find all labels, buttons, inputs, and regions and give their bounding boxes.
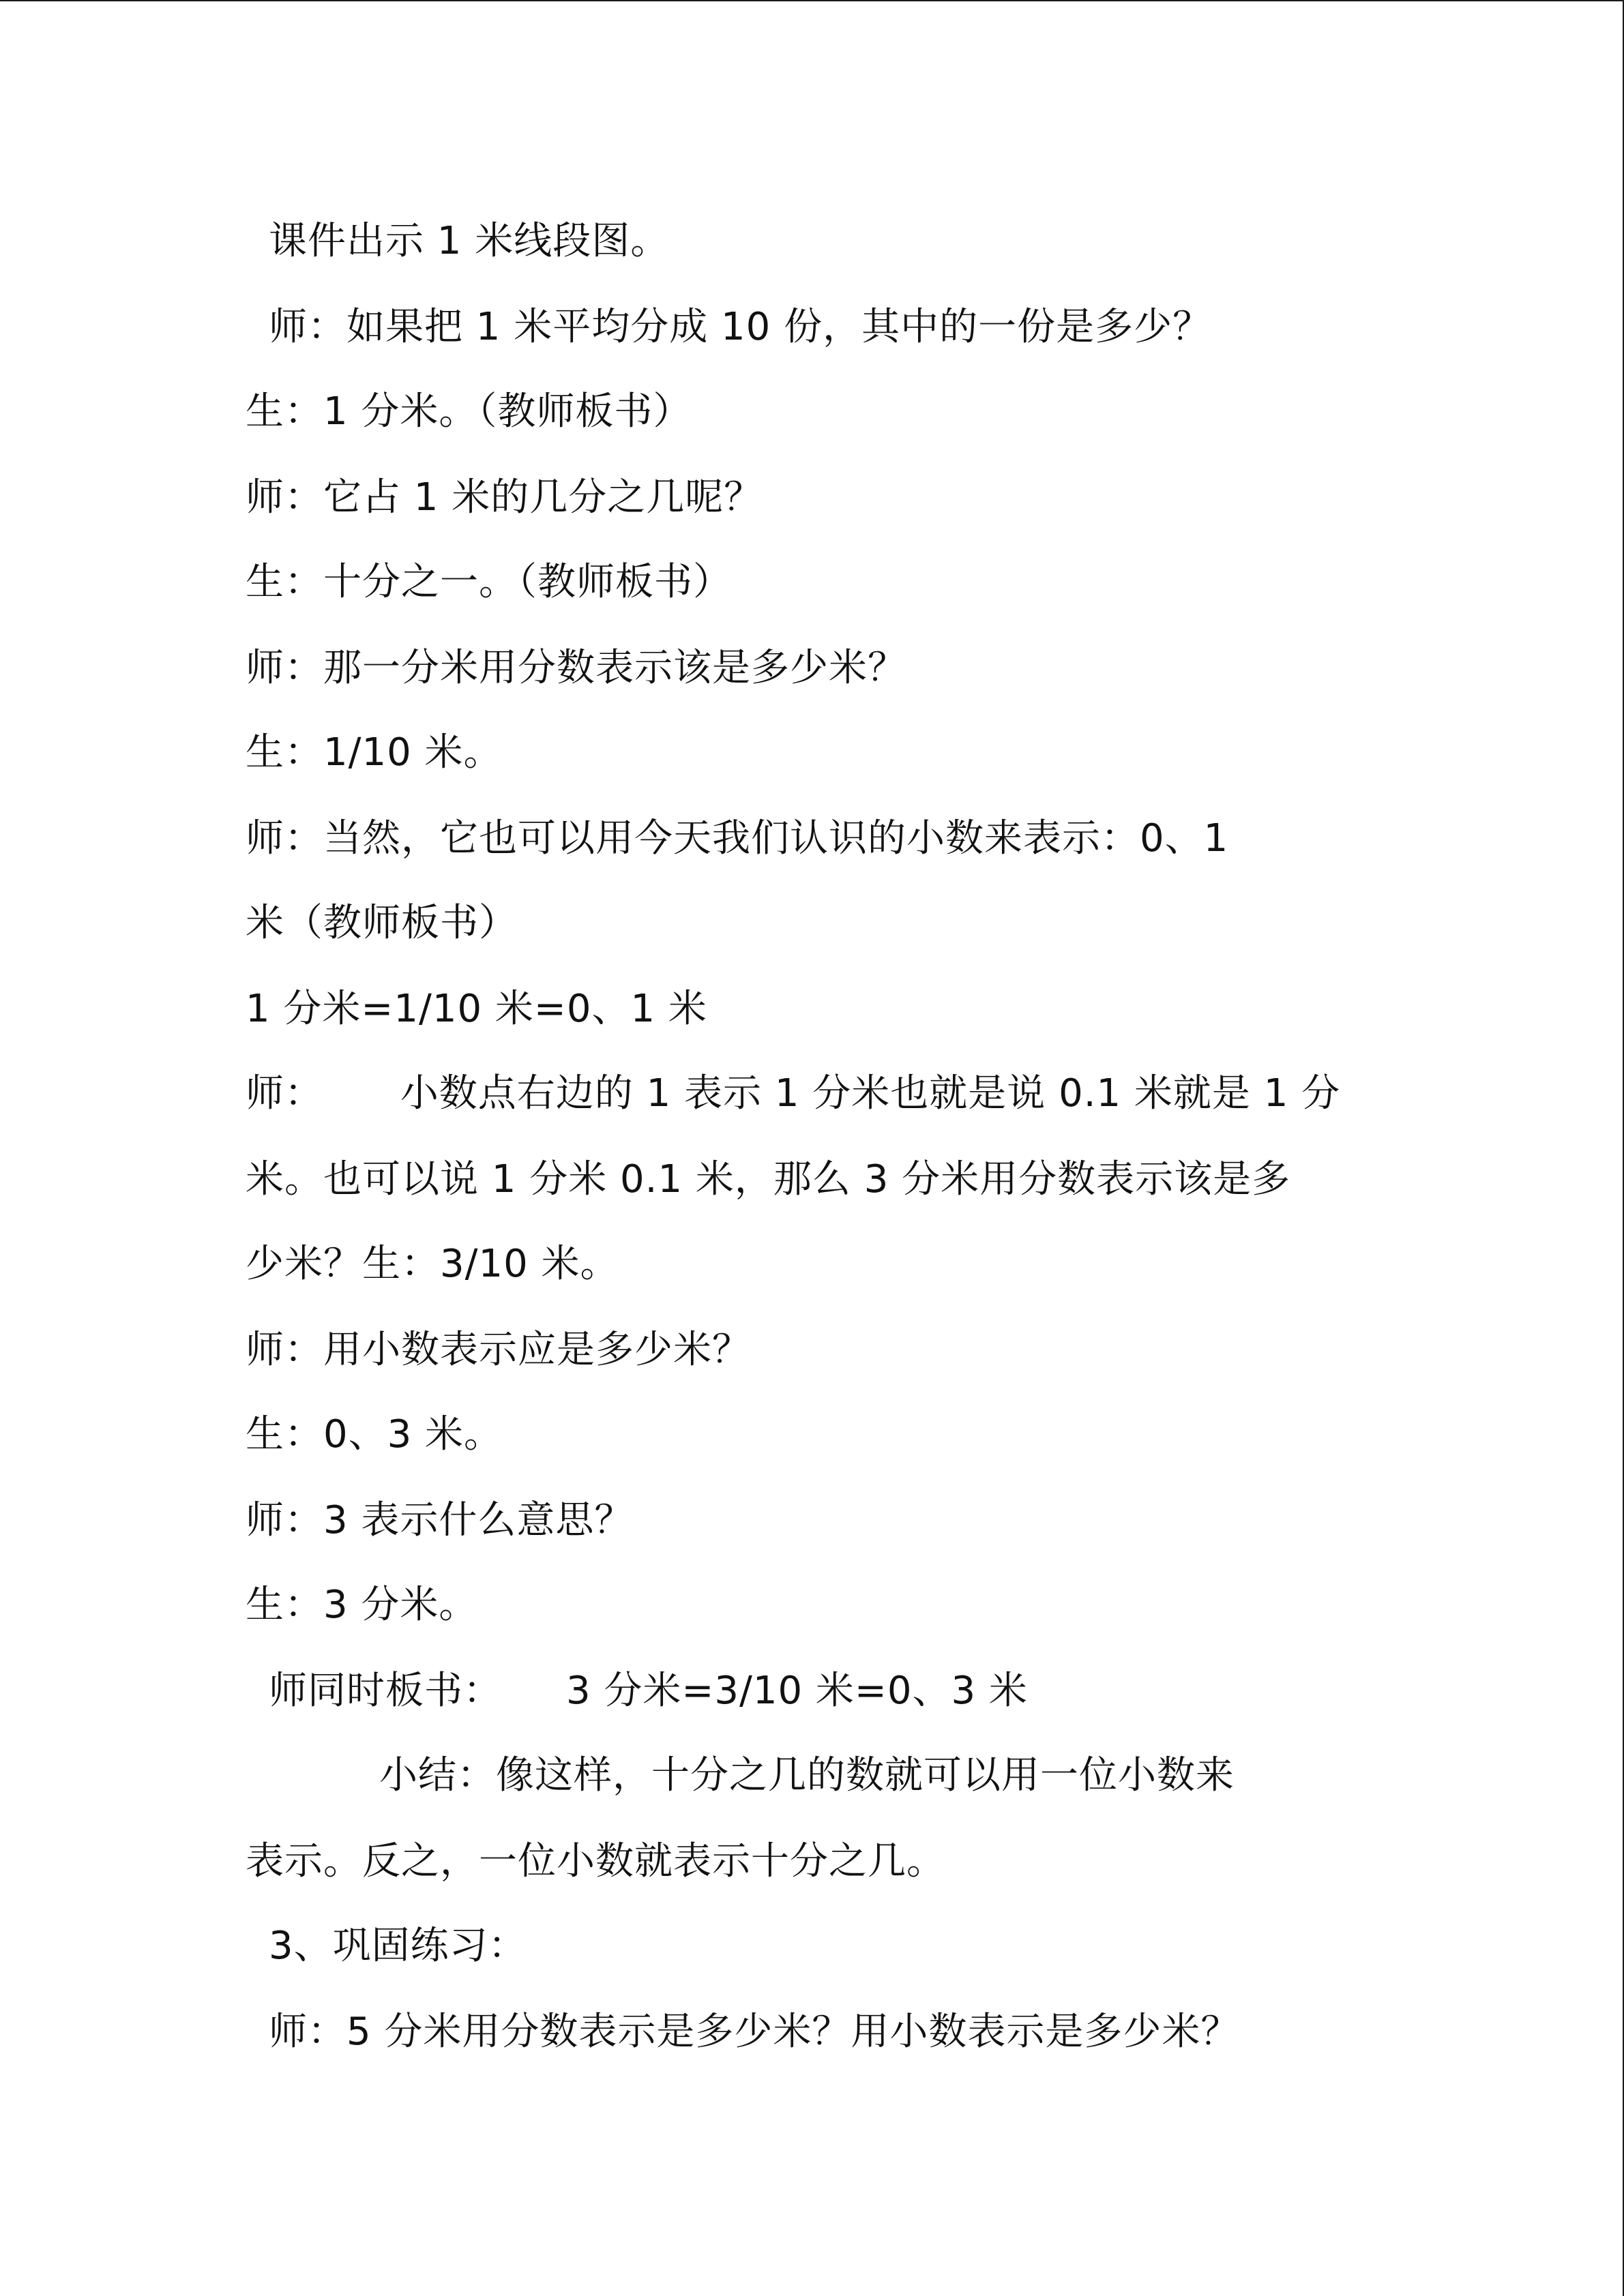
text-line: 生：十分之一。（教师板书） — [246, 560, 732, 604]
text-line: 小结：像这样，十分之几的数就可以用一位小数来 — [379, 1753, 1235, 1798]
text-line: 生：1 分米。（教师板书） — [246, 389, 692, 434]
text-line: 师：它占 1 米的几分之几呢？ — [246, 475, 763, 520]
text-line: 师：当然，它也可以用今天我们认识的小数来表示：0、1 — [246, 816, 1229, 861]
text-line: 生：3 分米。 — [246, 1583, 478, 1627]
text-line: 师： 小数点右边的 1 表示 1 分米也就是说 0.1 米就是 1 分 — [246, 1071, 1341, 1116]
text-line: 米（教师板书） — [246, 901, 518, 945]
text-line: 生：1/10 米。 — [246, 730, 503, 775]
text-line: 师：5 分米用分数表示是多少米？用小数表示是多少米？ — [269, 2010, 1240, 2054]
text-line: 少米？生：3/10 米。 — [246, 1242, 619, 1286]
text-line: 师：用小数表示应是多少米？ — [246, 1328, 751, 1372]
text-line: 1 分米=1/10 米=0、1 米 — [246, 987, 707, 1031]
text-line: 课件出示 1 米线段图。 — [269, 219, 670, 263]
text-line: 师：如果把 1 米平均分成 10 份，其中的一份是多少？ — [269, 305, 1212, 349]
text-line: 3、巩固练习： — [269, 1924, 527, 1968]
text-line: 师同时板书： 3 分米=3/10 米=0、3 米 — [269, 1669, 1028, 1713]
text-line: 师：3 表示什么意思？ — [246, 1498, 634, 1542]
text-line: 师：那一分米用分数表示该是多少米？ — [246, 646, 906, 690]
text-line: 米。也可以说 1 分米 0.1 米，那么 3 分米用分数表示该是多 — [246, 1157, 1291, 1202]
text-line: 生：0、3 米。 — [246, 1412, 503, 1457]
text-line: 表示。反之，一位小数就表示十分之几。 — [246, 1839, 945, 1883]
